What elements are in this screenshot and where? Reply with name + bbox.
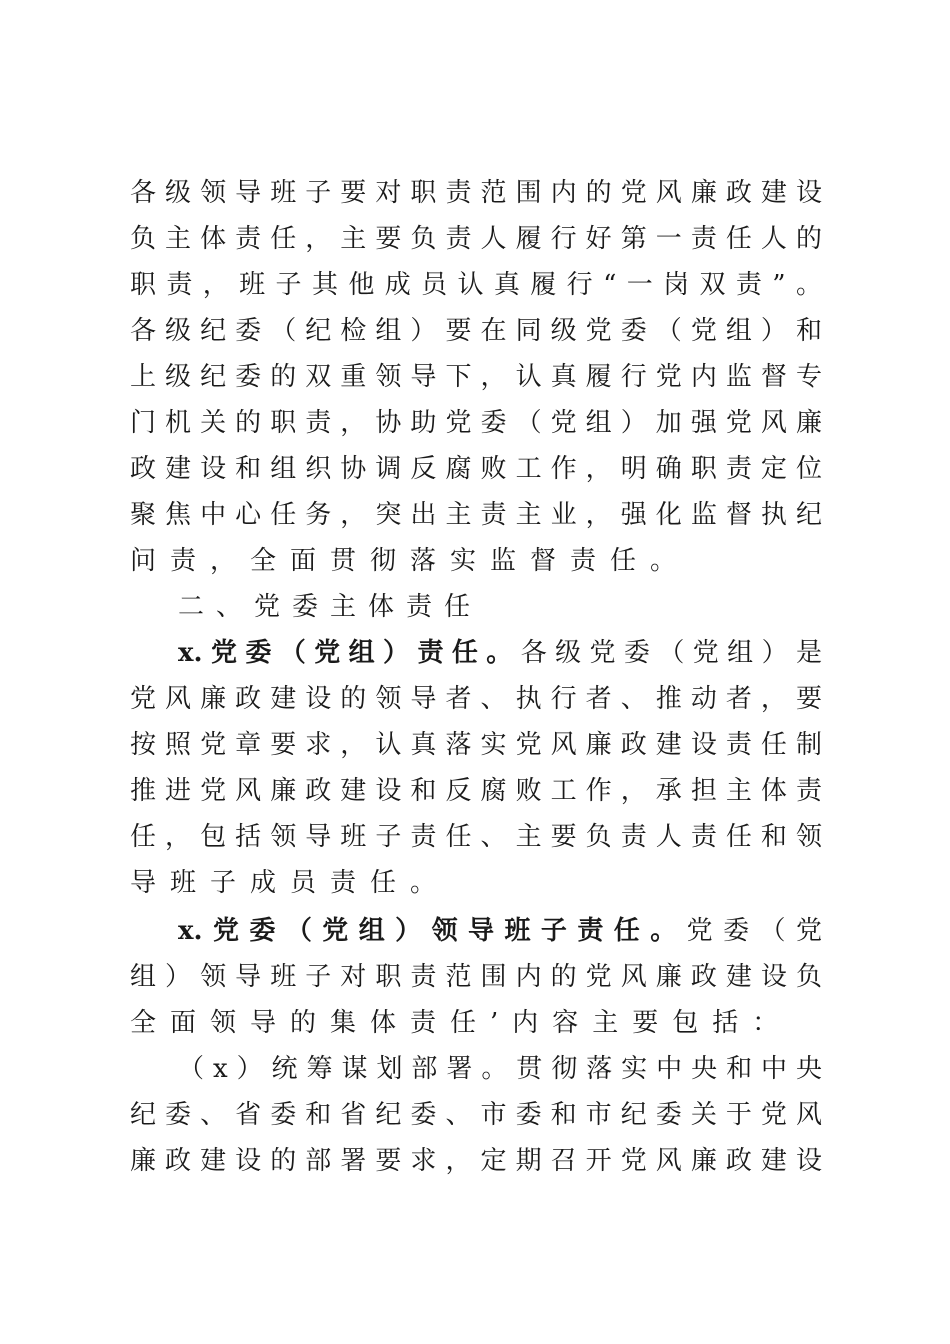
para1-line-2: 党风廉政建设的领导者、执行者、推动者，要 bbox=[130, 684, 822, 714]
para1-bold-title: x.党委（党组）责任。 bbox=[178, 638, 521, 668]
body-line-6: 门机关的职责，协助党委（党组）加强党风廉 bbox=[130, 408, 822, 438]
body-line-5: 上级纪委的双重领导下，认真履行党内监督专 bbox=[130, 362, 822, 392]
para2-line-3: 全面领导的集体责任’内容主要包括： bbox=[130, 1008, 793, 1038]
body-line-8: 聚焦中心任务，突出主责主业，强化监督执纪 bbox=[130, 500, 822, 530]
body-line-2: 负主体责任，主要负责人履行好第一责任人的 bbox=[130, 224, 822, 254]
para1-line-5: 任，包括领导班子责任、主要负责人责任和领 bbox=[130, 822, 822, 852]
para2-bold-title: x.党委（党组）领导班子责任。 bbox=[178, 916, 687, 946]
para3-line-2: 纪委、省委和省纪委、市委和市纪委关于党风 bbox=[130, 1100, 822, 1130]
body-line-1: 各级领导班子要对职责范围内的党风廉政建设 bbox=[130, 178, 822, 208]
body-line-9: 问责，全面贯彻落实监督责任。 bbox=[130, 546, 691, 576]
para1-first-text: 各级党委（党组）是 bbox=[520, 638, 822, 668]
para2-line-2: 组）领导班子对职责范围内的党风廉政建设负 bbox=[130, 962, 822, 992]
para1-line-6: 导班子成员责任。 bbox=[130, 868, 451, 898]
body-line-7: 政建设和组织协调反腐败工作，明确职责定位 bbox=[130, 454, 822, 484]
section-heading: 二、党委主体责任 bbox=[178, 592, 483, 622]
para2-first-text: 党委（党 bbox=[686, 916, 822, 946]
body-line-3: 职责，班子其他成员认真履行“一岗双责”。 bbox=[130, 270, 822, 300]
para2-first-line bbox=[178, 908, 822, 954]
para3-line-3: 廉政建设的部署要求，定期召开党风廉政建设 bbox=[130, 1146, 822, 1176]
para1-first-line bbox=[178, 630, 822, 676]
para3-first-line: （x）统筹谋划部署。贯彻落实中央和中央 bbox=[178, 1054, 822, 1084]
para1-line-4: 推进党风廉政建设和反腐败工作，承担主体责 bbox=[130, 776, 822, 806]
para1-line-3: 按照党章要求，认真落实党风廉政建设责任制 bbox=[130, 730, 822, 760]
body-line-4: 各级纪委（纪检组）要在同级党委（党组）和 bbox=[130, 316, 822, 346]
